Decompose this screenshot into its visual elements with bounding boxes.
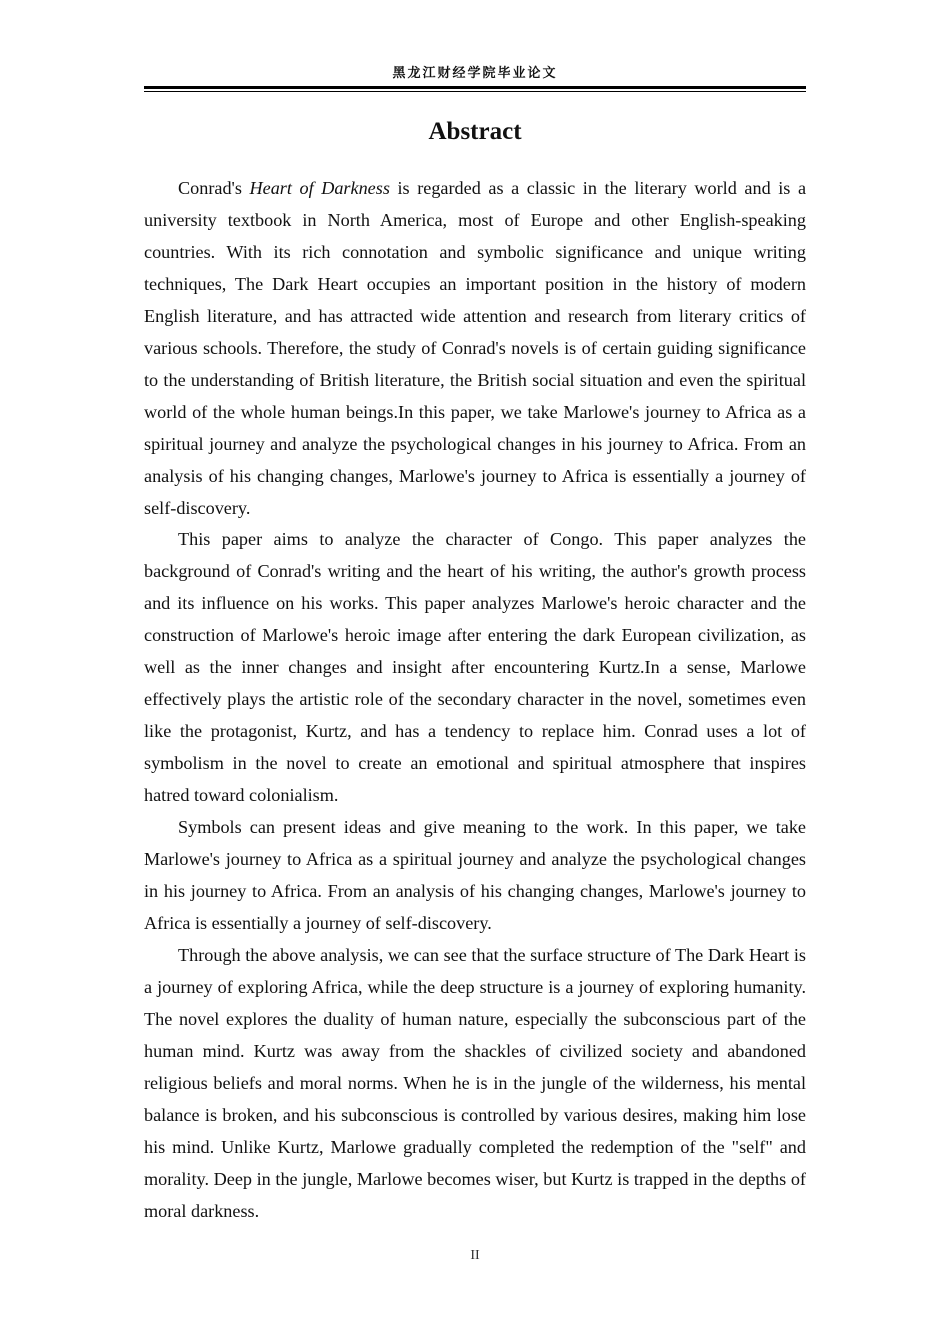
paragraph-1-lead-text: Conrad's (178, 178, 250, 198)
paragraph-1-rest-text: is regarded as a classic in the literary world and is a university textbook in North America, most of Europe and other English-speaking countries. With its rich connotation and symbolic significance and unique writing techniques, The Dark Heart occupies an important position in the history of modern English literature, and has attracted wide attention and research from literary critics of various schools. Therefore, the study of Conrad's novels is of certain guiding significance to the understanding of British literature, the British social situation and even the spiritual world of the whole human beings.In this paper, we take Marlowe's journey to Africa as a spiritual journey and analyze the psychological changes in his journey to Africa. From an analysis of his changing changes, Marlowe's journey to Africa is essentially a journey of self-discovery. (144, 178, 807, 518)
book-title-italic: Heart of Darkness (249, 178, 390, 198)
header-rule-thin (144, 91, 806, 92)
page-number: II (470, 1248, 480, 1263)
abstract-paragraph-2: This paper aims to analyze the character of Congo. This paper analyzes the background of Conrad's writing and the heart of his writing, the author's growth process and its influence on his works. This paper analyzes Marlowe's heroic character and the construction of Marlowe's heroic image after entering the dark European civilization, as well as the inner changes and insight after encountering Kurtz.In a sense, Marlowe effectively plays the artistic role of the secondary character in the novel, sometimes even like the protagonist, Kurtz, and has a tendency to replace him. Conrad uses a lot of symbolism in the novel to create an emotional and spiritual atmosphere that inspires hatred toward colonialism. (144, 529, 806, 806)
abstract-paragraph-4: Through the above analysis, we can see that the surface structure of The Dark Heart is a journey of exploring Africa, while the deep structure is a journey of exploring humanity. The novel explores the duality of human nature, especially the subconscious part of the human mind. Kurtz was away from the shackles of civilized society and abandoned religious beliefs and moral norms. When he is in the jungle of the wilderness, his mental balance is broken, and his subconscious is controlled by various desires, making him lose his mind. Unlike Kurtz, Marlowe gradually completed the redemption of the "self" and morality. Deep in the jungle, Marlowe becomes wiser, but Kurtz is trapped in the depths of moral darkness. (144, 944, 806, 1221)
header-rule-thick (144, 86, 806, 89)
running-header: 黑龙江财经学院毕业论文 (392, 66, 558, 81)
page-title: Abstract (428, 118, 522, 145)
abstract-paragraph-3: Symbols can present ideas and give meaning to the work. In this paper, we take Marlowe's journey to Africa as a spiritual journey and analyze the psychological changes in his journey to Africa. From an analysis of his changing changes, Marlowe's journey to Africa is essentially a journey of self-discovery. (144, 817, 806, 933)
abstract-paragraph-1 (144, 173, 806, 524)
abstract-body (144, 173, 806, 1227)
